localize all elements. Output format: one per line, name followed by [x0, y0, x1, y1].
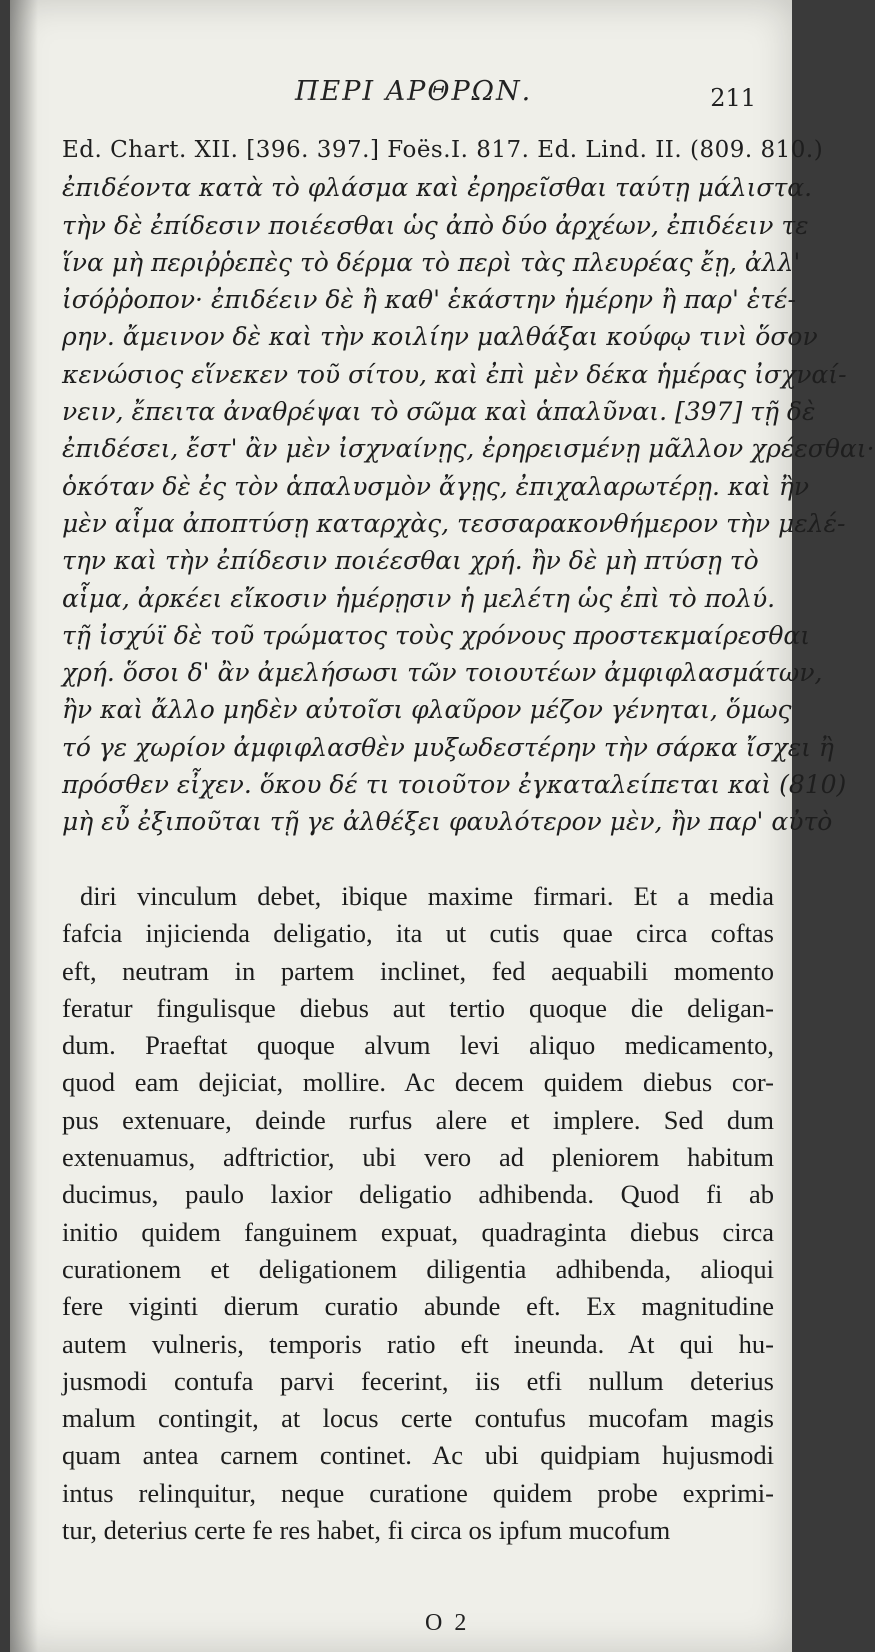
greek-line: ὁκόταν δὲ ἐς τὸν ἁπαλυσμὸν ἄγῃς, ἐπιχαλαρωτέρῃ. καὶ ἢν — [62, 471, 810, 501]
running-title: ΠΕΡΙ ΑΡΘΡΩΝ. — [295, 76, 533, 107]
greek-line: τό γε χωρίον ἀμφιφλασθὲν μυξωδεστέρην τὴν σάρκα ἴσχει ἢ — [62, 732, 834, 762]
greek-text-block — [62, 132, 875, 841]
greek-line: την καὶ τὴν ἐπίδεσιν ποιέεσθαι χρή. ἢν δὲ μὴ πτύσῃ τὸ — [62, 546, 759, 576]
latin-line: jusmodi contufa parvi fecerint, iis etfi nullum deterius — [62, 1365, 774, 1396]
greek-line: ἐπιδέσει, ἔστ' ἂν μὲν ἰσχναίνῃς, ἐρηρεισμένῃ μᾶλλον χρέεσθαι· — [62, 434, 875, 464]
greek-line: τὴν δὲ ἐπίδεσιν ποιέεσθαι ὡς ἀπὸ δύο ἀρχέων, ἐπιδέειν τε — [62, 210, 809, 240]
latin-line: eft, neutram in partem inclinet, fed aequabili momento — [62, 955, 774, 986]
book-page — [10, 0, 875, 1652]
latin-text-block — [62, 878, 774, 1549]
spine-shadow — [10, 0, 38, 1652]
latin-line: curationem et deligationem diligentia adhibenda, alioqui — [62, 1253, 774, 1284]
greek-line: τῇ ἰσχύϊ δὲ τοῦ τρώματος τοὺς χρόνους προστεκμαίρεσθαι — [62, 620, 811, 650]
latin-line: diri vinculum debet, ibique maxime firmari. Et a media — [80, 881, 774, 911]
signature-mark: O 2 — [425, 1610, 470, 1636]
greek-line: ἵνα μὴ περιῤῥεπὲς τὸ δέρμα τὸ περὶ τὰς πλευρέας ἔῃ, ἀλλ' — [62, 247, 801, 277]
latin-line: autem vulneris, temporis ratio eft ineunda. At qui hu- — [62, 1328, 774, 1359]
page-number: 211 — [710, 84, 756, 112]
greek-line: κενώσιος εἵνεκεν τοῦ σίτου, καὶ ἐπὶ μὲν δέκα ἡμέρας ἰσχναί- — [62, 359, 847, 389]
latin-line: dum. Praeftat quoque alvum levi aliquo medicamento, — [62, 1030, 774, 1061]
latin-line: intus relinquitur, neque curatione quidem probe exprimi- — [62, 1477, 774, 1508]
latin-line: tur, deterius certe fe res habet, fi circa os ipfum mucofum — [62, 1515, 671, 1546]
greek-line: ρην. ἄμεινον δὲ καὶ τὴν κοιλίην μαλθάξαι κούφῳ τινὶ ὅσον — [62, 322, 818, 352]
edition-reference-line: Ed. Chart. XII. [396. 397.] Foës.I. 817. Ed. Lind. II. (809. 810.) — [62, 137, 824, 163]
greek-line: μὴ εὖ ἐξιποῦται τῇ γε ἀλθέξει φαυλότερον μὲν, ἢν παρ' αὐτὸ — [62, 807, 833, 837]
latin-line: malum contingit, at locus certe contufus mucofam magis — [62, 1403, 774, 1434]
latin-line: fafcia injicienda deligatio, ita ut cutis quae circa coftas — [62, 918, 774, 949]
greek-line: ἰσόῤῥοπον· ἐπιδέειν δὲ ἢ καθ' ἑκάστην ἡμέρην ἢ παρ' ἑτέ- — [62, 285, 796, 315]
latin-line: pus extenuare, deinde rurfus alere et implere. Sed dum — [62, 1104, 774, 1135]
latin-line: initio quidem fanguinem expuat, quadraginta diebus circa — [62, 1216, 774, 1247]
greek-line: χρή. ὅσοι δ' ἂν ἀμελήσωσι τῶν τοιουτέων ἀμφιφλασμάτων, — [62, 658, 823, 688]
latin-line: quod eam dejiciat, mollire. Ac decem quidem diebus cor- — [62, 1067, 774, 1098]
greek-line: ἢν καὶ ἄλλο μηδὲν αὐτοῖσι φλαῦρον μέζον γένηται, ὅμως — [62, 695, 792, 725]
latin-line: extenuamus, adftrictior, ubi vero ad pleniorem habitum — [62, 1142, 774, 1173]
greek-line: πρόσθεν εἶχεν. ὅκου δέ τι τοιοῦτον ἐγκαταλείπεται καὶ (810) — [62, 770, 847, 800]
greek-line: αἷμα, ἀρκέει εἴκοσιν ἡμέρῃσιν ἡ μελέτη ὡς ἐπὶ τὸ πολύ. — [62, 583, 776, 613]
greek-line: ἐπιδέοντα κατὰ τὸ φλάσμα καὶ ἐρηρεῖσθαι ταύτῃ μάλιστα. — [62, 173, 813, 203]
latin-line: quam antea carnem continet. Ac ubi quidpiam hujusmodi — [62, 1440, 774, 1471]
greek-line: μὲν αἷμα ἀποπτύσῃ καταρχὰς, τεσσαρακονθήμερον τὴν μελέ- — [62, 508, 846, 538]
running-head — [10, 76, 792, 116]
latin-line: ducimus, paulo laxior deligatio adhibenda. Quod fi ab — [62, 1179, 774, 1210]
greek-line: νειν, ἔπειτα ἀναθρέψαι τὸ σῶμα καὶ ἁπαλῦναι. [397] τῇ δὲ — [62, 397, 816, 427]
latin-line: fere viginti dierum curatio abunde eft. Ex magnitudine — [62, 1291, 774, 1322]
latin-line: feratur fingulisque diebus aut tertio quoque die deligan- — [62, 992, 774, 1023]
